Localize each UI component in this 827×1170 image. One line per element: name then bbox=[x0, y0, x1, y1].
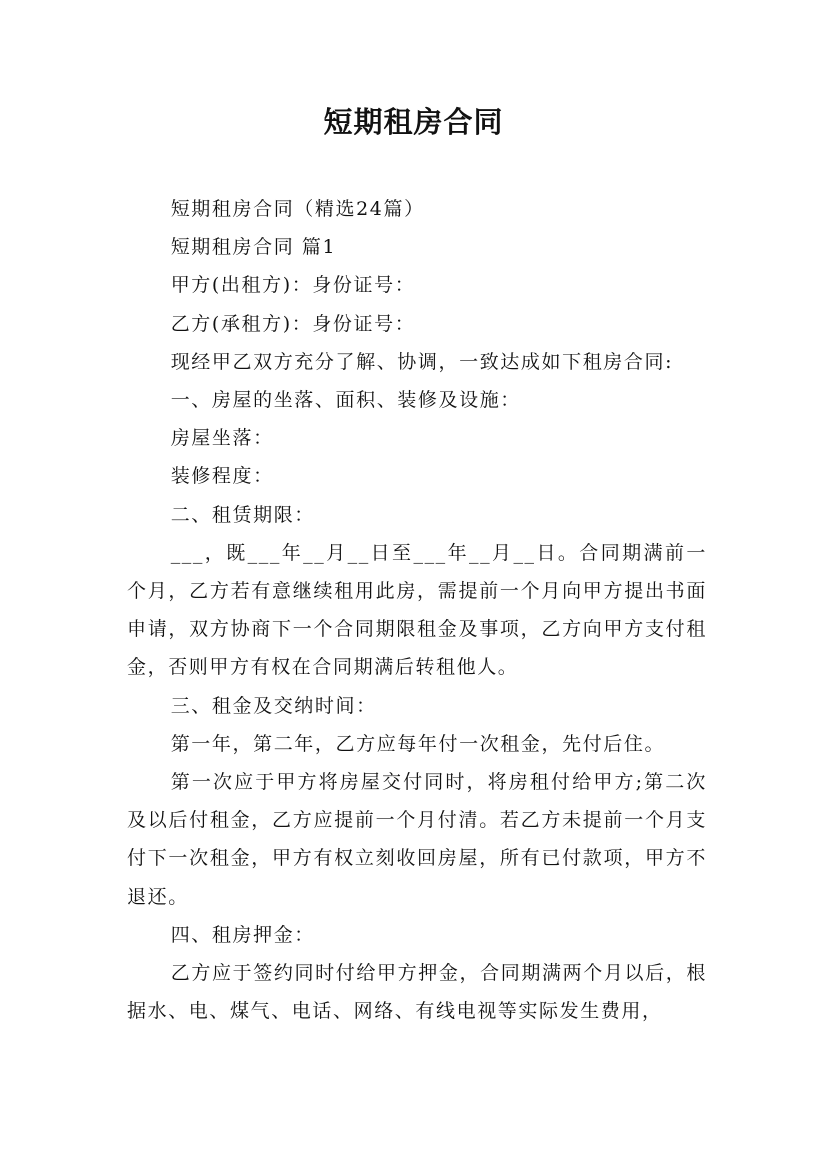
paragraph-subtitle: 短期租房合同（精选24篇） bbox=[170, 198, 425, 220]
paragraph-rent-payment: 第一次应于甲方将房屋交付同时，将房租付给甲方;第二次及以后付租金，乙方应提前一个月付清。若乙方未提前一个月支付下一次租金，甲方有权立刻收回房屋，所有已付款项，甲方不退还。 bbox=[127, 771, 707, 908]
paragraph-clause-2-heading: 二、租赁期限： bbox=[170, 503, 315, 526]
paragraph-party-b: 乙方(承租方)：身份证号： bbox=[170, 312, 416, 335]
paragraph-clause-3-heading: 三、租金及交纳时间： bbox=[170, 694, 377, 717]
paragraph-agreement-intro: 现经甲乙双方充分了解、协调，一致达成如下租房合同: bbox=[170, 350, 674, 373]
paragraph-party-a: 甲方(出租方)：身份证号： bbox=[170, 274, 416, 297]
paragraph-decoration-level: 装修程度： bbox=[170, 465, 274, 488]
paragraph-house-location: 房屋坐落： bbox=[170, 427, 274, 450]
paragraph-clause-1-heading: 一、房屋的坐落、面积、装修及设施： bbox=[170, 389, 521, 412]
document-title: 短期租房合同 bbox=[323, 105, 504, 139]
document-body bbox=[127, 190, 707, 1030]
paragraph-rent-schedule: 第一年，第二年，乙方应每年付一次租金，先付后住。 bbox=[170, 732, 666, 755]
paragraph-lease-term: ___，既___年__月__日至___年__月__日。合同期满前一个月，乙方若有意继续租用此房，需提前一个月向甲方提出书面申请，双方协商下一个合同期限租金及事项，乙方向甲方支付租金，否则甲方有权在合同期满后转租他人。 bbox=[127, 541, 707, 679]
paragraph-deposit: 乙方应于签约同时付给甲方押金，合同期满两个月以后，根据水、电、煤气、电话、网络、有线电视等实际发生费用， bbox=[127, 962, 707, 1023]
paragraph-clause-4-heading: 四、租房押金： bbox=[170, 923, 315, 946]
paragraph-section-heading: 短期租房合同 篇1 bbox=[170, 236, 337, 259]
